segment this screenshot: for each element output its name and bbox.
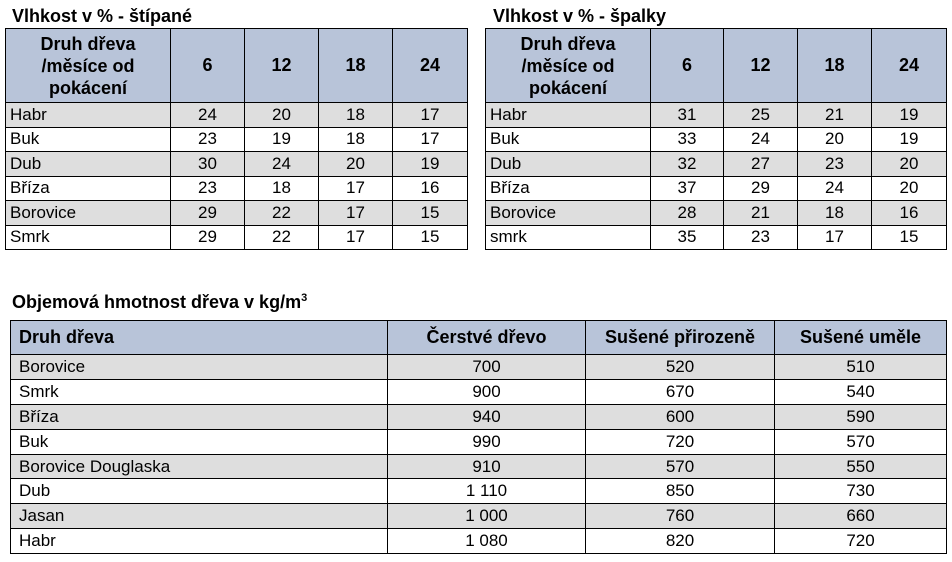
- table2-title: Vlhkost v % - špalky: [493, 6, 667, 26]
- value-cell: 17: [393, 103, 468, 128]
- column-header-month: 12: [245, 29, 319, 103]
- wood-type-cell: Jasan: [11, 504, 388, 529]
- value-cell: 35: [651, 225, 724, 250]
- value-cell: 15: [872, 225, 947, 250]
- value-cell: 16: [872, 201, 947, 226]
- table-body: [6, 103, 468, 250]
- value-cell: 17: [798, 225, 872, 250]
- table-row: [486, 176, 947, 201]
- table-row: [486, 201, 947, 226]
- table-header-row: [486, 29, 947, 103]
- column-header-air-dried: Sušené přirozeně: [586, 321, 775, 355]
- value-cell: 900: [388, 379, 586, 404]
- table-row: [486, 103, 947, 128]
- table1-title: Vlhkost v % - štípané: [12, 6, 193, 26]
- table-row: [11, 404, 947, 429]
- value-cell: 31: [651, 103, 724, 128]
- value-cell: 670: [586, 379, 775, 404]
- wood-type-cell: Dub: [11, 479, 388, 504]
- value-cell: 520: [586, 355, 775, 380]
- column-header-month: 18: [798, 29, 872, 103]
- wood-type-cell: Bříza: [11, 404, 388, 429]
- column-header-kiln-dried: Sušené uměle: [775, 321, 947, 355]
- value-cell: 20: [319, 152, 393, 177]
- value-cell: 21: [724, 201, 798, 226]
- value-cell: 820: [586, 529, 775, 554]
- value-cell: 570: [586, 454, 775, 479]
- value-cell: 24: [171, 103, 245, 128]
- value-cell: 850: [586, 479, 775, 504]
- table-row: [11, 529, 947, 554]
- value-cell: 720: [586, 429, 775, 454]
- value-cell: 590: [775, 404, 947, 429]
- value-cell: 570: [775, 429, 947, 454]
- value-cell: 30: [171, 152, 245, 177]
- value-cell: 24: [798, 176, 872, 201]
- value-cell: 540: [775, 379, 947, 404]
- table-row: [6, 176, 468, 201]
- value-cell: 550: [775, 454, 947, 479]
- table-body: [486, 103, 947, 250]
- value-cell: 700: [388, 355, 586, 380]
- moisture-logs-table: [485, 28, 947, 250]
- value-cell: 15: [393, 225, 468, 250]
- value-cell: 660: [775, 504, 947, 529]
- column-header-month: 6: [651, 29, 724, 103]
- value-cell: 22: [245, 225, 319, 250]
- value-cell: 18: [319, 103, 393, 128]
- wood-type-cell: Borovice: [11, 355, 388, 380]
- table-row: [11, 454, 947, 479]
- table3-title-text: Objemová hmotnost dřeva v kg/m: [12, 292, 302, 312]
- column-header-month: 24: [393, 29, 468, 103]
- wood-type-cell: Buk: [486, 127, 651, 152]
- value-cell: 23: [798, 152, 872, 177]
- value-cell: 37: [651, 176, 724, 201]
- column-header-month: 24: [872, 29, 947, 103]
- value-cell: 20: [872, 152, 947, 177]
- value-cell: 18: [245, 176, 319, 201]
- wood-type-cell: smrk: [486, 225, 651, 250]
- value-cell: 600: [586, 404, 775, 429]
- value-cell: 19: [393, 152, 468, 177]
- value-cell: 23: [171, 176, 245, 201]
- table-row: [11, 355, 947, 380]
- value-cell: 15: [393, 201, 468, 226]
- value-cell: 940: [388, 404, 586, 429]
- value-cell: 720: [775, 529, 947, 554]
- column-header-month: 18: [319, 29, 393, 103]
- value-cell: 23: [171, 127, 245, 152]
- value-cell: 29: [171, 225, 245, 250]
- table-row: [6, 152, 468, 177]
- table-row: [486, 152, 947, 177]
- column-header-wood-type: Druh dřeva: [11, 321, 388, 355]
- value-cell: 23: [724, 225, 798, 250]
- value-cell: 20: [245, 103, 319, 128]
- wood-type-cell: Buk: [11, 429, 388, 454]
- value-cell: 25: [724, 103, 798, 128]
- table-row: [11, 479, 947, 504]
- value-cell: 19: [245, 127, 319, 152]
- table-row: [6, 127, 468, 152]
- value-cell: 17: [319, 176, 393, 201]
- value-cell: 1 110: [388, 479, 586, 504]
- value-cell: 760: [586, 504, 775, 529]
- value-cell: 16: [393, 176, 468, 201]
- value-cell: 19: [872, 127, 947, 152]
- value-cell: 1 080: [388, 529, 586, 554]
- value-cell: 24: [245, 152, 319, 177]
- value-cell: 29: [171, 201, 245, 226]
- value-cell: 32: [651, 152, 724, 177]
- table-body: [11, 355, 947, 554]
- value-cell: 17: [319, 201, 393, 226]
- value-cell: 33: [651, 127, 724, 152]
- value-cell: 1 000: [388, 504, 586, 529]
- value-cell: 990: [388, 429, 586, 454]
- value-cell: 20: [798, 127, 872, 152]
- table-header-row: [11, 321, 947, 355]
- table-row: [11, 504, 947, 529]
- value-cell: 20: [872, 176, 947, 201]
- value-cell: 510: [775, 355, 947, 380]
- value-cell: 21: [798, 103, 872, 128]
- value-cell: 17: [319, 225, 393, 250]
- value-cell: 910: [388, 454, 586, 479]
- wood-type-cell: Smrk: [6, 225, 171, 250]
- wood-type-cell: Bříza: [6, 176, 171, 201]
- value-cell: 27: [724, 152, 798, 177]
- table3-title: [12, 292, 307, 312]
- wood-type-cell: Dub: [6, 152, 171, 177]
- wood-type-cell: Habr: [486, 103, 651, 128]
- wood-type-cell: Buk: [6, 127, 171, 152]
- column-header-wood-type: Druh dřeva /měsíce od pokácení: [486, 29, 651, 103]
- wood-type-cell: Borovice Douglaska: [11, 454, 388, 479]
- wood-type-cell: Smrk: [11, 379, 388, 404]
- table-row: [11, 379, 947, 404]
- table-row: [486, 225, 947, 250]
- table-row: [6, 201, 468, 226]
- column-header-wood-type: Druh dřeva /měsíce od pokácení: [6, 29, 171, 103]
- moisture-split-table: [5, 28, 468, 250]
- value-cell: 18: [798, 201, 872, 226]
- table-header-row: [6, 29, 468, 103]
- wood-density-table: [10, 320, 947, 554]
- value-cell: 28: [651, 201, 724, 226]
- column-header-month: 6: [171, 29, 245, 103]
- value-cell: 24: [724, 127, 798, 152]
- wood-type-cell: Habr: [6, 103, 171, 128]
- table-row: [486, 127, 947, 152]
- title-superscript: 3: [301, 292, 308, 304]
- wood-type-cell: Dub: [486, 152, 651, 177]
- value-cell: 29: [724, 176, 798, 201]
- value-cell: 17: [393, 127, 468, 152]
- column-header-fresh-wood: Čerstvé dřevo: [388, 321, 586, 355]
- column-header-month: 12: [724, 29, 798, 103]
- wood-type-cell: Borovice: [486, 201, 651, 226]
- table-row: [6, 225, 468, 250]
- table-row: [11, 429, 947, 454]
- value-cell: 19: [872, 103, 947, 128]
- value-cell: 22: [245, 201, 319, 226]
- wood-type-cell: Bříza: [486, 176, 651, 201]
- value-cell: 730: [775, 479, 947, 504]
- table-row: [6, 103, 468, 128]
- wood-type-cell: Habr: [11, 529, 388, 554]
- value-cell: 18: [319, 127, 393, 152]
- wood-type-cell: Borovice: [6, 201, 171, 226]
